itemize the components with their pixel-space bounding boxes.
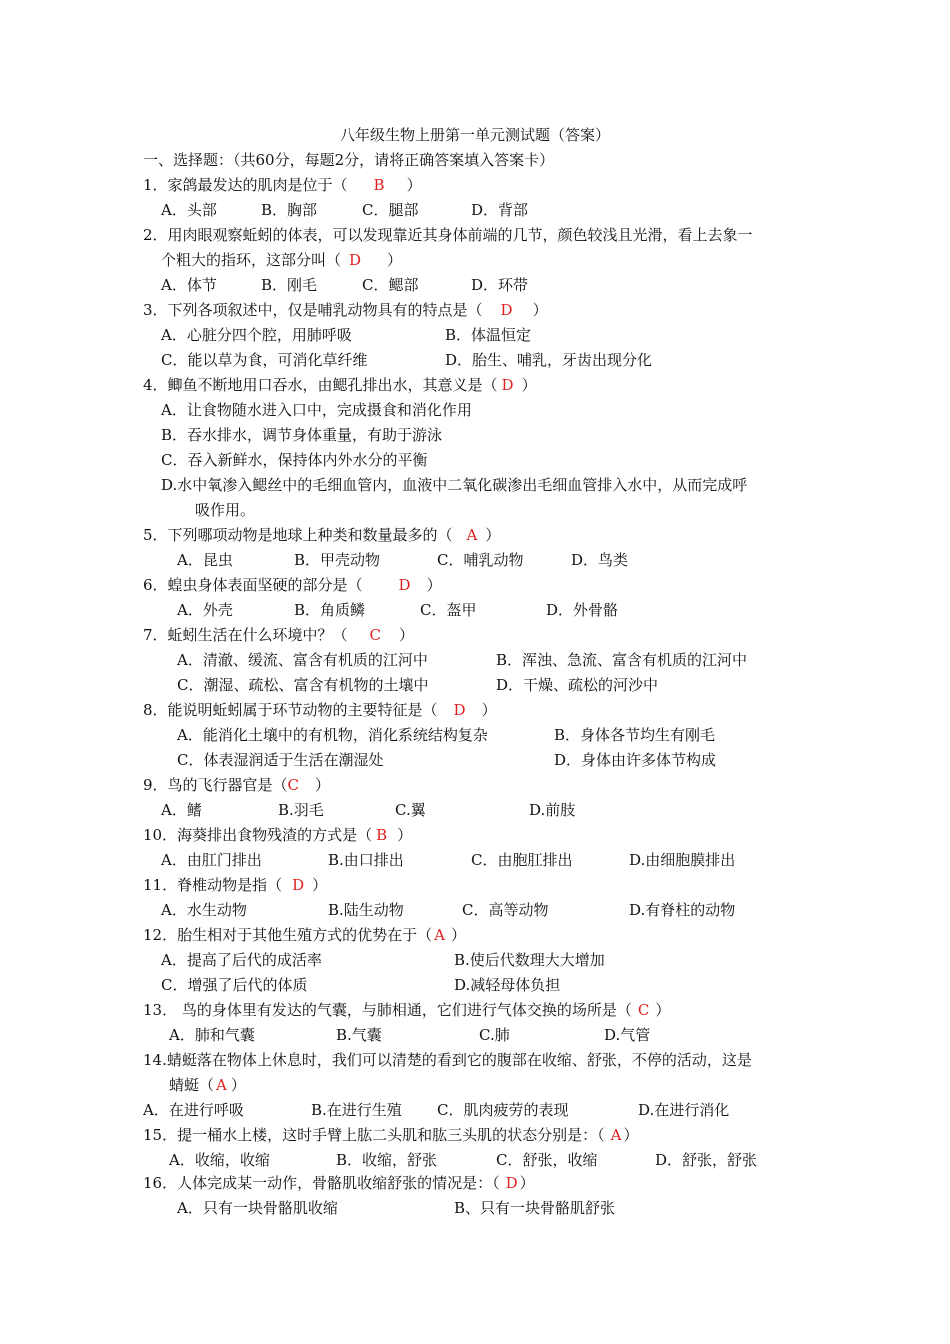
question-11-stem: 11．脊椎动物是指（ D ） bbox=[143, 876, 328, 894]
answer-mark: C bbox=[637, 1001, 650, 1019]
question-10-option-c: C．由胞肛排出 bbox=[471, 851, 573, 869]
question-6-option-a: A．外壳 bbox=[177, 601, 233, 619]
question-16-option-a: A．只有一块骨骼肌收缩 bbox=[177, 1199, 338, 1217]
question-2-option-c: C．鳃部 bbox=[362, 276, 419, 294]
question-13-stem: 13． 鸟的身体里有发达的气囊，与肺相通，它们进行气体交换的场所是（ C ） bbox=[143, 1001, 671, 1019]
question-3-stem: 3．下列各项叙述中，仅是哺乳动物具有的特点是（ D ） bbox=[143, 301, 548, 319]
question-10-option-d: D.由细胞膜排出 bbox=[629, 851, 736, 869]
question-14-stem-continued: 蜻蜓（ A ） bbox=[169, 1076, 246, 1094]
question-11-option-b: B.陆生动物 bbox=[328, 901, 404, 919]
answer-mark: A bbox=[466, 526, 478, 544]
answer-mark: B bbox=[373, 176, 385, 194]
question-9-option-b: B.羽毛 bbox=[278, 801, 324, 819]
question-15-option-a: A．收缩，收缩 bbox=[169, 1151, 270, 1169]
question-1-option-c: C．腿部 bbox=[362, 201, 419, 219]
answer-mark: D bbox=[501, 376, 514, 394]
answer-mark: D bbox=[292, 876, 305, 894]
section-heading: 一、选择题：（共60分，每题2分，请将正确答案填入答案卡） bbox=[143, 151, 555, 169]
question-3-option-c: C．能以草为食，可消化草纤维 bbox=[161, 351, 368, 369]
question-7-option-d: D．干燥、疏松的河沙中 bbox=[496, 676, 659, 694]
question-4-option-d: D.水中氧渗入鳃丝中的毛细血管内，血液中二氧化碳渗出毛细血管排入水中，从而完成呼 bbox=[161, 476, 748, 494]
question-16-stem: 16．人体完成某一动作，骨骼肌收缩舒张的情况是：（ D ） bbox=[143, 1174, 535, 1192]
question-9-stem: 9．鸟的飞行器官是（C ） bbox=[143, 776, 331, 794]
question-4-option-d-continued: 吸作用。 bbox=[195, 501, 256, 519]
answer-mark: D bbox=[398, 576, 411, 594]
question-9-option-d: D.前肢 bbox=[529, 801, 576, 819]
question-8-option-a: A．能消化土壤中的有机物，消化系统结构复杂 bbox=[177, 726, 488, 744]
question-8-stem: 8．能说明蚯蚓属于环节动物的主要特征是（ D ） bbox=[143, 701, 497, 719]
question-14-option-b: B.在进行生殖 bbox=[311, 1101, 402, 1119]
answer-mark: D bbox=[349, 251, 362, 269]
document-title: 八年级生物上册第一单元测试题（答案） bbox=[339, 126, 610, 144]
question-9-option-c: C.翼 bbox=[395, 801, 426, 819]
question-7-option-b: B．浑浊、急流、富含有机质的江河中 bbox=[496, 651, 748, 669]
question-12-option-a: A．提高了后代的成活率 bbox=[161, 951, 322, 969]
question-11-option-d: D.有脊柱的动物 bbox=[629, 901, 736, 919]
question-1-option-d: D．背部 bbox=[471, 201, 529, 219]
question-10-option-b: B.由口排出 bbox=[328, 851, 404, 869]
question-15-stem: 15．提一桶水上楼，这时手臂上肱二头肌和肱三头肌的状态分别是：（ A ） bbox=[143, 1126, 639, 1144]
question-2-option-a: A．体节 bbox=[161, 276, 217, 294]
question-15-option-b: B．收缩，舒张 bbox=[336, 1151, 438, 1169]
question-15-option-d: D．舒张，舒张 bbox=[655, 1151, 758, 1169]
question-2-option-d: D．环带 bbox=[471, 276, 529, 294]
question-8-option-d: D．身体由许多体节构成 bbox=[554, 751, 717, 769]
answer-mark: B bbox=[376, 826, 388, 844]
question-13-option-b: B.气囊 bbox=[336, 1026, 382, 1044]
answer-mark: A bbox=[434, 926, 445, 944]
question-4-option-b: B．吞水排水，调节身体重量，有助于游泳 bbox=[161, 426, 443, 444]
question-14-stem: 14.蜻蜓落在物体上休息时，我们可以清楚的看到它的腹部在收缩、舒张，不停的活动，这是 bbox=[143, 1051, 752, 1069]
question-16-option-b: B、只有一块骨骼肌舒张 bbox=[454, 1199, 616, 1217]
question-10-stem: 10．海葵排出食物残渣的方式是（ B ） bbox=[143, 826, 413, 844]
question-2-option-b: B．刚毛 bbox=[261, 276, 318, 294]
question-12-option-c: C．增强了后代的体质 bbox=[161, 976, 308, 994]
question-7-option-c: C．潮湿、疏松、富含有机物的土壤中 bbox=[177, 676, 429, 694]
answer-mark: A bbox=[610, 1126, 622, 1144]
answer-mark: C bbox=[287, 776, 300, 794]
question-12-stem: 12．胎生相对于其他生殖方式的优势在于（ A ） bbox=[143, 926, 466, 944]
question-4-option-a: A．让食物随水进入口中，完成摄食和消化作用 bbox=[161, 401, 472, 419]
question-2-stem-continued: 个粗大的指环，这部分叫（ D ） bbox=[161, 251, 403, 269]
answer-mark: C bbox=[369, 626, 382, 644]
question-10-option-a: A．由肛门排出 bbox=[161, 851, 262, 869]
question-12-option-b: B.使后代数理大大增加 bbox=[454, 951, 605, 969]
answer-mark: D bbox=[453, 701, 466, 719]
question-14-option-c: C．肌肉疲劳的表现 bbox=[437, 1101, 569, 1119]
question-15-option-c: C．舒张，收缩 bbox=[496, 1151, 598, 1169]
answer-mark: D bbox=[500, 301, 513, 319]
question-8-option-b: B．身体各节均生有刚毛 bbox=[554, 726, 716, 744]
question-1-stem: 1．家鸽最发达的肌肉是位于（ B ） bbox=[143, 176, 422, 194]
question-5-option-d: D．鸟类 bbox=[571, 551, 629, 569]
question-6-option-c: C．盔甲 bbox=[420, 601, 477, 619]
answer-mark: D bbox=[505, 1174, 518, 1192]
question-9-option-a: A．鳍 bbox=[161, 801, 202, 819]
question-11-option-c: C．高等动物 bbox=[462, 901, 549, 919]
question-1-option-b: B．胸部 bbox=[261, 201, 318, 219]
question-5-option-a: A．昆虫 bbox=[177, 551, 233, 569]
question-6-option-b: B．角质鳞 bbox=[294, 601, 366, 619]
question-6-option-d: D．外骨骼 bbox=[546, 601, 619, 619]
question-6-stem: 6．蝗虫身体表面坚硬的部分是（ D ） bbox=[143, 576, 442, 594]
question-14-option-a: A．在进行呼吸 bbox=[143, 1101, 244, 1119]
answer-mark: A bbox=[216, 1076, 227, 1094]
question-7-stem: 7．蚯蚓生活在什么环境中？（ C ） bbox=[143, 626, 415, 644]
question-3-option-a: A．心脏分四个腔，用肺呼吸 bbox=[161, 326, 352, 344]
question-5-option-c: C．哺乳动物 bbox=[437, 551, 524, 569]
question-3-option-d: D．胎生、哺乳，牙齿出现分化 bbox=[445, 351, 653, 369]
question-1-option-a: A．头部 bbox=[161, 201, 217, 219]
question-4-stem: 4．鲫鱼不断地用口吞水，由鳃孔排出水，其意义是（ D ） bbox=[143, 376, 537, 394]
question-13-option-d: D.气管 bbox=[604, 1026, 651, 1044]
question-8-option-c: C．体表湿润适于生活在潮湿处 bbox=[177, 751, 384, 769]
question-14-option-d: D.在进行消化 bbox=[638, 1101, 730, 1119]
question-13-option-c: C.肺 bbox=[479, 1026, 510, 1044]
question-2-stem: 2．用肉眼观察蚯蚓的体表，可以发现靠近其身体前端的几节，颜色较浅且光滑，看上去象一 bbox=[143, 226, 753, 244]
question-12-option-d: D.减轻母体负担 bbox=[454, 976, 561, 994]
question-5-stem: 5．下列哪项动物是地球上种类和数量最多的（ A ） bbox=[143, 526, 501, 544]
question-3-option-b: B．体温恒定 bbox=[445, 326, 532, 344]
question-5-option-b: B．甲壳动物 bbox=[294, 551, 381, 569]
question-4-option-c: C．吞入新鲜水，保持体内外水分的平衡 bbox=[161, 451, 428, 469]
question-13-option-a: A．肺和气囊 bbox=[169, 1026, 255, 1044]
question-11-option-a: A．水生动物 bbox=[161, 901, 247, 919]
question-7-option-a: A．清澈、缓流、富含有机质的江河中 bbox=[177, 651, 428, 669]
